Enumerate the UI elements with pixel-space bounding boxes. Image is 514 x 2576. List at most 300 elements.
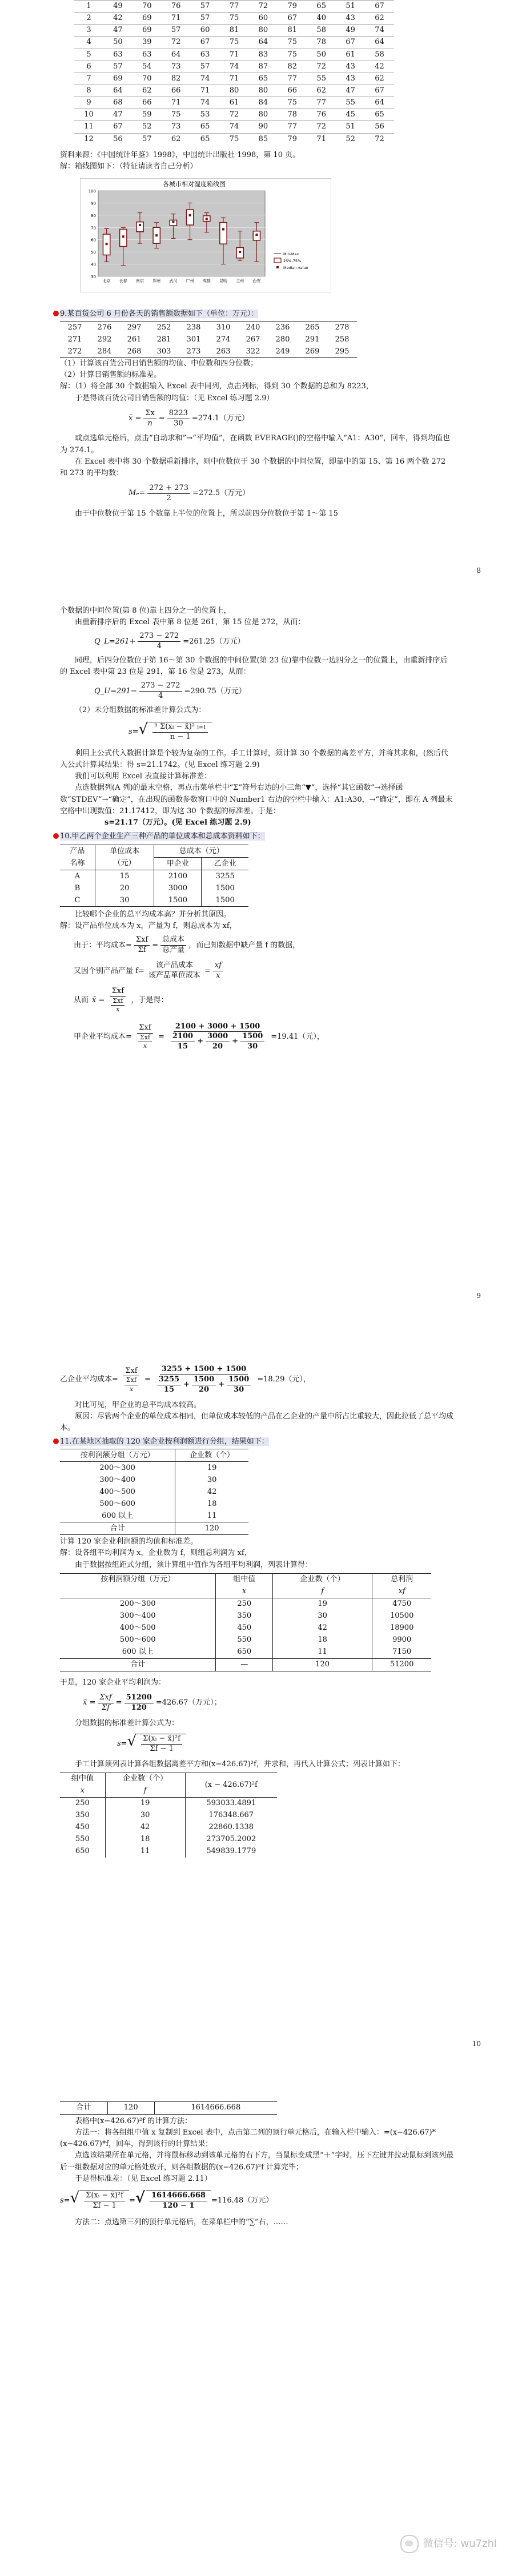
table-cell: 18900 [389,1623,414,1633]
table-cell: 64 [162,49,191,61]
table-cell: 合计 [60,1522,175,1535]
table-cell: 合计 [60,1658,216,1671]
denominator: x [216,971,220,980]
denominator: x [129,1385,134,1393]
numerator: 3000 [206,1032,230,1042]
table-row [60,1498,248,1510]
table-cell: 66 [162,85,191,97]
question-10 [60,831,454,842]
table-cell: 300～400 [60,1474,175,1486]
fraction [134,935,150,955]
table-row [74,37,394,49]
table-cell: 550 [216,1634,273,1646]
table-cell: 322 [238,345,268,358]
denominator: n − 1 [170,733,191,742]
table-cell: 62 [132,85,162,97]
p2-text-9: 比较哪个企业的总平均成本高？并分析其原因。 [75,910,231,919]
table-cell: 75 [278,49,307,61]
table-cell: 274 [216,335,231,344]
table-cell: 273 [179,345,208,358]
table-cell: 76 [162,1,191,13]
numerator: 1614666.668 [150,2191,207,2201]
table-cell: 58 [365,49,394,61]
x-tick-label: 昆明 [219,279,227,283]
table-cell: 650 [60,1846,105,1858]
question-11-title: 11.在某地区抽取的 120 家企业按利润额进行分组，结果如下： [60,1437,269,1446]
table-cell: 62 [365,73,394,85]
y-tick-label: 30 [91,275,96,279]
table-cell: 10 [74,109,103,121]
table-cell: 276 [90,322,119,334]
table-cell: 76 [307,109,336,121]
square-root: √ $\frac{\text{Σ(xᵢ − x̄)²f}}{\Sigma f - 1}$ [70,2191,129,2211]
formula-lhs: 乙企业平均成本= [60,1375,118,1384]
table-cell: 15 [95,870,154,883]
table-header: 总成本（元） [154,845,248,858]
table-cell: 1500 [202,894,248,907]
table-cell: 263 [208,345,238,358]
fraction [138,632,180,652]
table-cell: 450 [216,1622,273,1634]
table-cell: 240 [238,322,268,334]
table-cell: — [216,1658,273,1671]
median-point [239,251,241,253]
table-cell: 249 [268,345,298,358]
table-row [74,121,394,133]
denominator: 该产品单位成本 [148,971,200,980]
boxplot-svg [80,178,331,292]
table-header: 名称 [60,858,95,870]
y-tick-label: 90 [91,201,96,206]
denominator: 4 [156,642,162,651]
table-cell: 42 [365,61,394,73]
table-cell: 650 [216,1646,273,1659]
table-cell: 250 [216,1598,273,1610]
table-cell: 72 [248,1,278,13]
table-cell: 85 [248,133,278,145]
page-4 [0,2101,514,2576]
p3-text-3: 原因：尽管两个企业的单位成本相同，但单位成本较低的产品在乙企业的产量中所占比重较大，因此拉低了总平均成本。 [60,1412,454,1432]
table-row [74,61,394,73]
fraction [150,2191,207,2211]
humidity-data-table [74,0,394,145]
inner-fraction [206,1032,230,1052]
y-tick-label: 70 [91,226,96,231]
numerator: 2100 + 3000 + 1500 [174,1022,262,1032]
numerator: 3255 [157,1375,181,1385]
table-cell: 271 [67,335,82,344]
table-cell: 72 [307,61,336,73]
question-marker-icon [53,311,59,316]
table-cell: 1500 [215,883,235,893]
table-cell: 250 [60,1797,105,1810]
table-cell: 78 [278,109,307,121]
inner-fraction [240,1032,264,1052]
table-cell: 261 [127,335,142,344]
table-cell: 67 [365,1,394,13]
table-cell: 3255 [215,871,235,881]
equals-sign: = [115,1698,122,1707]
formula-result: =272.5（万元） [192,489,250,498]
fraction [152,722,208,742]
table-cell: 257 [60,322,90,334]
table-cell: 3 [74,25,103,37]
median-point [155,234,158,236]
inner-fraction [157,1375,181,1395]
table-cell: 236 [268,322,298,334]
equals-sign: = [158,414,165,423]
table-cell: 80 [248,109,278,121]
table-cell: 549839.1779 [206,1847,256,1856]
numerator: 总成本 [160,935,186,946]
question-9 [60,308,454,320]
table-row [60,1822,277,1834]
formula-lhs: 由于：平均成本 [74,941,126,950]
firm-b-formula [60,1365,454,1395]
y-tick-label: 60 [91,238,96,243]
table-row [60,1634,431,1646]
table-cell: 67 [103,121,132,133]
table-cell: 73 [162,61,191,73]
table-cell: 55 [307,73,336,85]
table-row [60,1646,431,1659]
denominator: 20 [199,1385,210,1394]
table-row [74,85,394,97]
table-row [60,1474,248,1486]
formula-lhs: x̄ = [83,1698,96,1707]
table-cell: 300～400 [60,1610,216,1622]
table-cell: 65 [191,133,220,145]
table-cell: 72 [162,37,191,49]
table-cell: 19 [273,1598,372,1610]
table-header: f [105,1785,185,1798]
median-point [222,228,224,231]
denominator: Σf − 1 [150,1744,174,1753]
table-cell: 310 [208,322,238,334]
table-cell: 74 [220,121,249,133]
table-cell: 39 [132,37,162,49]
inner-fraction [171,1032,195,1052]
p3-text-4: 计算 120 家企业利润额的均值和标准差。 [60,1537,198,1546]
table-cell: 71 [162,13,191,25]
table-header [60,1586,216,1598]
legend-swatch [274,258,281,263]
table-cell: 11 [74,121,103,133]
numerator: xf [213,961,223,971]
inner-fraction [192,1375,216,1395]
deviation-table [60,1773,277,1858]
formula-lhs: Q_L=261+ [94,637,136,646]
table-cell: 81 [220,25,249,37]
denominator: 20 [212,1042,223,1051]
x-tick-label: 北京 [102,279,111,283]
table-cell: 57 [132,133,162,145]
table-cell: 64 [365,97,394,109]
table-cell: 265 [298,322,327,334]
avg-cost-formula [74,935,454,955]
formula-result: =290.75（万元） [184,686,246,696]
numerator: Σ(xᵢ − x̄)²f [141,1734,182,1745]
x-tick-label: 西安 [252,279,261,283]
denominator: x [143,1042,147,1050]
table-cell: 200～300 [60,1462,175,1474]
table-cell: 67 [278,13,307,25]
table-cell: 74 [365,25,394,37]
denominator: Σf − 1 [93,2201,117,2210]
table-row [60,1834,277,1846]
numerator: 1500 [227,1375,251,1385]
denominator: 15 [177,1042,188,1051]
denominator: Σf [102,1703,110,1712]
table-header: x [216,1586,273,1598]
table-header: 组中值 [216,1573,273,1586]
table-cell: 52 [132,121,162,133]
table-cell: 57 [191,13,220,25]
table-cell: 79 [278,133,307,145]
y-tick-label: 100 [88,189,96,194]
denominator: 总产量 [162,946,185,955]
formula-lhs: x̄ = [92,995,105,1004]
p4-text-3: 点选该结果所在单元格，并将鼠标移动到该单元格的右下方，当鼠标变成黑“＋”字时，压下左键并拉动鼠标到该列最后一组数据对应的单元格处放开，则各组数据的(x−426.67)²f 计算完毕； [60,2151,454,2172]
table-row [60,1658,431,1671]
table-cell: 252 [149,322,179,334]
fraction [213,961,223,981]
formula-lhs: s= [117,1739,127,1748]
q9-step-4: 在 Excel 表中将 30 个数据重新排序，则中位数位于 30 个数据的中间位置，即靠中的第 15、第 16 两个数 272 和 273 的平均数： [60,457,446,477]
numerator: 273 − 272 [138,632,180,642]
table-cell: 18 [207,1499,217,1508]
firm-a-formula [74,1022,454,1052]
formula-result: =261.25（万元） [183,637,245,646]
p2-text-10: 解：设产品单位成本为 x，产量为 f，则总成本为 xf， [60,922,237,931]
table-header: 按利润额分组（万元） [60,1449,175,1462]
table-cell: 2100 [154,870,202,883]
table-cell: 87 [248,61,278,73]
p2-text-4: （2）未分组数据的标准差计算公式为： [75,706,206,715]
numerator: Σ(xᵢ − x̄)² [160,722,195,732]
table-cell: 269 [298,345,327,358]
table-cell: 7 [74,73,103,85]
equals-sign: = [158,1032,164,1041]
p2-text-8: s=21.17（万元）。(见 Excel 练习题 2.9) [105,818,251,827]
table-cell: 12 [74,133,103,145]
table-cell: 45 [336,109,365,121]
question-9-title: 9.某百货公司 6 月份各天的销售额数据如下（单位：万元）： [60,310,259,318]
table-cell: 500～600 [60,1634,216,1646]
table-cell: 8 [74,85,103,97]
formula-lhs: 甲企业平均成本= [74,1032,132,1041]
table-cell: 71 [191,85,220,97]
table-row [60,1846,277,1858]
table-cell: 1500 [154,894,202,907]
median-point [172,221,174,223]
table-cell: 53 [191,109,220,121]
table-cell: 3000 [154,882,202,894]
table-cell: 19 [105,1797,185,1810]
question-marker-icon [53,1438,59,1444]
answer-intro: 解：箱线图如下：（特征请读者自己分析） [60,162,198,171]
question-marker-icon [53,833,59,839]
table-row [74,49,394,61]
final-sd-formula [60,2191,454,2211]
table-header: 乙企业 [202,858,248,870]
table-cell: 67 [191,37,220,49]
table-cell: 238 [179,322,208,334]
table-cell: 292 [97,335,112,344]
denominator: 30 [234,1385,244,1394]
formula-lhs: 又因个别产品产量 f= [74,966,144,975]
formula-result: =274.1（万元） [191,414,249,423]
box [186,210,193,225]
formula-lhs: s= [60,2196,70,2205]
table-cell: 66 [278,85,307,97]
formula-result: =426.67（万元）； [155,1698,222,1707]
table-cell: 67 [365,85,394,97]
table-cell: 62 [307,85,336,97]
table-cell: 30 [207,1475,217,1484]
profit-calc-table [60,1573,431,1671]
table-cell: 61 [336,49,365,61]
q9-step-5: 由于中位数位于第 15 个数靠上半位的位置上，所以前四分位数位于第 1～第 15 [75,509,338,518]
table-row [60,894,248,907]
table-cell: 84 [248,97,278,109]
table-cell: 50 [103,37,132,49]
inner-fraction [125,1376,138,1393]
median-formula [128,484,454,504]
table-cell: 64 [365,37,394,49]
table-row [60,345,357,358]
denominator: 120 − 1 [162,2201,195,2210]
x-tick-label: 成都 [202,279,211,283]
equals-sign: = [126,941,132,950]
table-cell: 80 [248,85,278,97]
boxplot-chart [80,178,331,292]
table-cell: 4750 [392,1600,412,1609]
table-cell: 291 [305,335,320,344]
y-tick-label: 50 [91,250,96,255]
weighted-mean-formula [74,987,454,1014]
q9-step-2: 于是得该百货公司日销售额的均值：（见 Excel 练习题 2.9） [75,393,274,403]
table-cell: 90 [248,121,278,133]
table-cell: 51 [336,1,365,13]
table-cell: 54 [132,61,162,73]
inner-fraction [111,997,125,1014]
table-cell: 281 [156,335,171,344]
fraction [98,1693,113,1713]
table-cell: 7150 [392,1647,412,1657]
chart-title: 各城市相对湿度箱线图 [163,180,226,188]
table-cell: 78 [307,37,336,49]
denominator: 120 [131,1703,147,1712]
p4-text-2: 方法一：将各组组中值 x 复制到 Excel 表中，点击第二列的顶行单元格后，在输入栏中输入：=(x−426.67)*(x−426.67)*f，回车，得到该行的计算结果； [60,2128,436,2149]
table-row [74,73,394,85]
table-cell: 22860.1338 [208,1823,254,1832]
fraction [84,2191,125,2211]
sum-upper-limit: n [154,722,158,729]
deviation-table-total [60,2101,277,2115]
p2-text-2: 由重新排序后的 Excel 表中第 8 位是 261，第 15 位是 272，从而： [75,618,306,627]
table-cell: 42 [103,13,132,25]
table-cell: 47 [336,85,365,97]
formula-result: =116.48（万元） [211,2196,274,2205]
p3-text-7: 于是，120 家企业平均利润为： [60,1678,166,1687]
table-cell: 58 [307,25,336,37]
numerator: Σ(xᵢ − x̄)²f [84,2191,125,2201]
p4-text-4: 于是得标准差：（见 Excel 练习题 2.11） [75,2174,212,2183]
table-header: 企业数（个） [273,1573,372,1586]
table-cell: 200～300 [60,1598,216,1610]
box [220,223,227,244]
table-cell: 75 [162,109,191,121]
formula-lhs: x̄ = [128,414,142,423]
denominator: 4 [158,692,163,701]
median-point [189,214,191,216]
q9-task-1: （1）计算该百货公司日销售额的均值、中位数和四分位数； [60,359,258,368]
table-cell: 272 [60,345,90,358]
table-cell: 63 [103,49,132,61]
table-cell: 75 [220,13,249,25]
numerator: 3255 + 1500 + 1500 [160,1365,248,1375]
table-cell: 77 [278,73,307,85]
table-cell: 77 [278,121,307,133]
equals-sign: = [144,1375,151,1384]
page-number: 10 [472,2040,481,2048]
table-cell: 278 [327,322,357,334]
fraction [160,935,186,955]
table-cell: 500～600 [60,1498,175,1510]
y-tick-label: 80 [91,213,96,218]
numerator: 该产品成本 [154,961,195,971]
table-header: 甲企业 [154,858,202,870]
question-11 [60,1436,454,1448]
q9-step-1: 解：（1）将全部 30 个数据输入 Excel 表中同列，点击列标，得到 30 个数据的总和为 8223， [60,382,374,391]
table-cell: 42 [273,1622,372,1634]
qu-formula [94,681,454,701]
table-header: 总利润 [372,1573,431,1586]
table-row [74,133,394,145]
legend-label: Median value [283,266,308,270]
x-tick-label: 南京 [136,279,144,283]
denominator: 30 [247,1042,258,1051]
p4-text-1: 表格中(x−426.67)²f 的计算方法： [75,2117,192,2125]
table-row [74,109,394,121]
table-cell: 18 [273,1634,372,1646]
fraction [107,987,128,1014]
table-cell: 82 [162,73,191,85]
table-cell: 120 [175,1522,248,1535]
numerator: Σxf [111,997,125,1006]
watermark [400,2535,497,2553]
table-cell: 9 [74,97,103,109]
table-row [60,322,357,334]
table-cell: 47 [103,109,132,121]
table-cell: 81 [278,25,307,37]
table-cell: 47 [103,25,132,37]
table-cell: 60 [248,13,278,25]
table-cell: 65 [365,109,394,121]
table-cell: 52 [336,133,365,145]
x-tick-label: 武汉 [169,279,178,283]
table-cell: 62 [162,133,191,145]
table-cell: 30 [95,894,154,907]
watermark-text: 微信号: wu7zhl [423,2538,497,2550]
table-cell: 350 [60,1810,105,1822]
numerator: 272 + 273 [147,484,190,494]
table-cell: 49 [103,1,132,13]
table-header: 单位成本 [95,845,154,858]
table-row [74,13,394,25]
table-cell: 550 [60,1834,105,1846]
